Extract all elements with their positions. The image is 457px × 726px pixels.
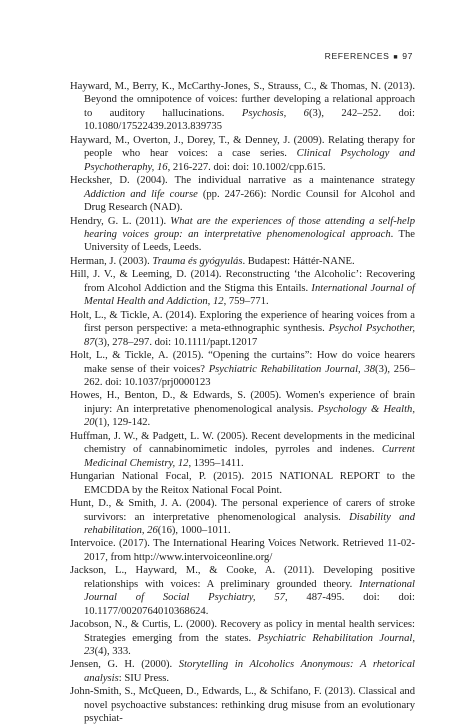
reference-details: (3), 256–262. doi: 10.1037/prj0000123	[84, 363, 415, 388]
reference-details: . The University of Leeds, Leeds.	[84, 228, 416, 254]
reference-text: Intervoice. (2017). The International Hearing Voices Network. Retrieved 11-02-2017, from http://www.intervoiceonline.org/	[70, 538, 415, 563]
reference-text: Herman, J. (2003).	[70, 255, 153, 267]
reference-details: (16), 1000–1011.	[157, 524, 231, 536]
reference-entry	[70, 349, 415, 389]
reference-source: International Journal of Mental Health and Addiction, 12	[84, 282, 415, 308]
running-head-section: REFERENCES	[324, 51, 390, 61]
reference-details: (1), 129-142.	[94, 417, 151, 429]
reference-entry	[70, 134, 415, 174]
reference-text: Holt, L., & Tickle, A. (2015). “Opening the curtains”: How do voice hearers make sense of their voices?	[70, 350, 415, 375]
reference-text: Hungarian National Focal, P. (2015). 2015 NATIONAL REPORT to the EMCDDA by the Reitox National Focal Point.	[70, 471, 415, 496]
reference-entry	[70, 80, 415, 134]
reference-source: Clinical Psychology and Psychotheraphy, 16	[84, 148, 415, 173]
reference-entry	[70, 470, 415, 497]
reference-text: Hendry, G. L. (2011).	[70, 215, 171, 227]
reference-details: (3), 242–252. doi: 10.1080/17522439.2013.839735	[84, 107, 415, 133]
reference-details: (3), 278–297. doi: 10.1111/papt.12017	[94, 336, 258, 348]
reference-list	[70, 80, 415, 726]
reference-details: (pp. 247-266): Nordic Counsil for Alcohol and Drug Research (NAD).	[84, 188, 415, 214]
reference-text: Holt, L., & Tickle, A. (2014). Exploring the experience of hearing voices from a first person perspective: a meta-ethnographic synthesis.	[70, 309, 415, 335]
reference-source: Psychiatric Rehabilitation Journal, 23	[84, 632, 415, 658]
reference-entry	[70, 255, 415, 268]
reference-text: Jacobson, N., & Curtis, L. (2000). Recovery as policy in mental health services: Strategies emerging from the states.	[70, 619, 415, 644]
reference-text: Hecksher, D. (2004). The individual narrative as a maintenance strategy	[70, 175, 415, 187]
reference-details: , 1395–1411.	[188, 457, 244, 469]
page-number: 97	[402, 51, 413, 61]
reference-entry	[70, 309, 415, 349]
reference-text: Hayward, M., Overton, J., Dorey, T., & Denney, J. (2009). Relating therapy for people who hear voices: a case series.	[70, 134, 415, 160]
reference-entry	[70, 215, 415, 255]
reference-text: Hill, J. V., & Leeming, D. (2014). Reconstructing ‘the Alcoholic’: Recovering from Alcohol Addiction and the Stigma this Entails.	[70, 269, 415, 294]
reference-text: Jensen, G. H. (2000).	[70, 659, 179, 671]
reference-details: . Budapest: Háttér-NANE.	[242, 255, 355, 267]
reference-source: Trauma és gyógyulás	[152, 255, 243, 267]
reference-source: Psychiatric Rehabilitation Journal, 38	[208, 363, 376, 375]
reference-source: What are the experiences of those attending a self-help hearing voices group: an interpretative phenomenological approach	[84, 215, 415, 240]
reference-source: Disability and rehabilitation, 26	[84, 511, 415, 536]
running-head-separator: ■	[393, 54, 399, 61]
reference-text: Huffman, J. W., & Padgett, L. W. (2005). Recent developments in the medicinal chemistry of cannabinomimetic indoles, pyrroles and indenes.	[70, 430, 415, 456]
reference-details: , 487-495. doi: doi: 10.1177/0020764010368624.	[84, 592, 416, 617]
reference-source: International Journal of Social Psychiatry, 57	[84, 578, 415, 604]
reference-entry	[70, 268, 415, 308]
reference-entry	[70, 564, 415, 618]
reference-entry	[70, 389, 415, 429]
reference-entry	[70, 497, 415, 537]
reference-details: (4), 333.	[94, 646, 131, 658]
reference-text: Hayward, M., Berry, K., McCarthy-Jones, S., Strauss, C., & Thomas, N. (2013). Beyond the omnipotence of voices: further developing a relational approach to auditory hallucinations.	[70, 81, 415, 119]
reference-text: Hunt, D., & Smith, J. A. (2004). The personal experience of carers of stroke survivors: an interpretative phenomenological analysis.	[70, 498, 415, 523]
reference-source: Psychology & Health, 20	[84, 403, 415, 429]
reference-source: Psychol Psychother, 87	[84, 323, 415, 348]
reference-source: Storytelling in Alcoholics Anonymous: A rhetorical analysis	[84, 659, 415, 684]
reference-text: Howes, H., Benton, D., & Edwards, S. (2005). Women's experience of brain injury: An interpretative phenomenological analysis.	[70, 390, 415, 415]
reference-details: , 216-227. doi: doi: 10.1002/cpp.615.	[167, 161, 326, 173]
reference-details: , 759–771.	[223, 296, 269, 308]
reference-text: Jackson, L., Hayward, M., & Cooke, A. (2011). Developing positive relationships with voices: A preliminary grounded theory.	[70, 565, 415, 590]
reference-entry	[70, 618, 415, 658]
reference-entry	[70, 430, 415, 470]
reference-source: Psychosis, 6	[241, 107, 309, 119]
running-head	[325, 51, 413, 61]
reference-entry	[70, 685, 415, 725]
reference-source: Addiction and life course	[84, 188, 198, 200]
reference-entry	[70, 174, 415, 214]
reference-entry	[70, 537, 415, 564]
reference-text: John-Smith, S., McQueen, D., Edwards, L., & Schifano, F. (2013). Classical and novel psychoactive substances: rethinking drug misuse from an evolutionary psychiat-	[70, 686, 415, 725]
reference-entry	[70, 658, 415, 685]
reference-source: Current Medicinal Chemistry, 12	[84, 444, 415, 469]
reference-details: : SIU Press.	[118, 672, 170, 684]
